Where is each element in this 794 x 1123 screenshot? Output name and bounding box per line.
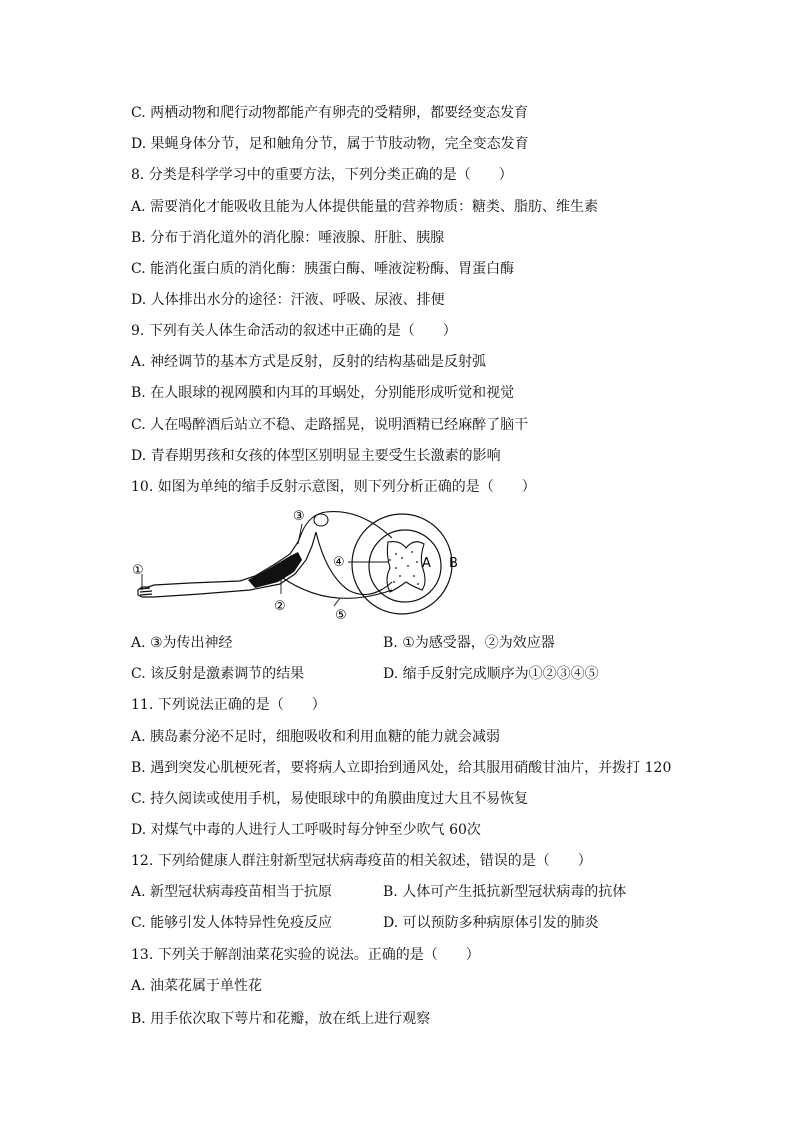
q7-option-c: C. 两栖动物和爬行动物都能产有卵壳的受精卵，都要经变态发育	[131, 105, 529, 121]
q10-option-b: B. ①为感受器，②为效应器	[383, 635, 555, 651]
q8-stem: 8. 分类是科学学习中的重要方法，下列分类正确的是（ ）	[131, 167, 513, 183]
q12-stem: 12. 下列给健康人群注射新型冠状病毒疫苗的相关叙述，错误的是（ ）	[131, 853, 592, 869]
q9-option-b: B. 在人眼球的视网膜和内耳的耳蜗处，分别能形成听觉和视觉	[131, 385, 515, 401]
gray-matter	[387, 542, 425, 592]
q9-stem: 9. 下列有关人体生命活动的叙述中正确的是（ ）	[131, 323, 457, 339]
q11-stem: 11. 下列说法正确的是（ ）	[131, 697, 326, 713]
q11-option-a: A. 胰岛素分泌不足时，细胞吸收和利用血糖的能力就会减弱	[131, 729, 501, 745]
label-B: B	[449, 556, 458, 571]
label-1: ①	[132, 563, 144, 578]
q9-option-d: D. 青春期男孩和女孩的体型区别明显主要受生长激素的影响	[131, 448, 501, 464]
q8-option-b: B. 分布于消化道外的消化腺：唾液腺、肝脏、胰腺	[131, 230, 445, 246]
q12-option-d: D. 可以预防多种病原体引发的肺炎	[383, 915, 599, 931]
q12-option-b: B. 人体可产生抵抗新型冠状病毒的抗体	[383, 884, 627, 900]
ganglion	[314, 514, 328, 526]
q7-option-d: D. 果蝇身体分节，足和触角分节，属于节肢动物，完全变态发育	[131, 136, 529, 152]
q13-option-a: A. 油菜花属于单性花	[131, 978, 263, 994]
label-2: ②	[274, 599, 286, 614]
reflex-arc-diagram	[130, 502, 470, 630]
label-3: ③	[293, 509, 305, 524]
q12-option-a: A. 新型冠状病毒疫苗相当于抗原	[131, 884, 333, 900]
label-5: ⑤	[335, 608, 347, 623]
muscle	[248, 552, 302, 588]
q11-option-b: B. 遇到突发心肌梗死者，要将病人立即抬到通风处，给其服用硝酸甘油片，并拨打 120	[131, 760, 672, 776]
q8-option-c: C. 能消化蛋白质的消化酶：胰蛋白酶、唾液淀粉酶、胃蛋白酶	[131, 261, 515, 277]
q11-option-c: C. 持久阅读或使用手机，易使眼球中的角膜曲度过大且不易恢复	[131, 791, 529, 807]
q10-option-c: C. 该反射是激素调节的结果	[131, 666, 305, 682]
q13-option-b: B. 用手依次取下萼片和花瓣，放在纸上进行观察	[131, 1011, 431, 1027]
q12-option-c: C. 能够引发人体特异性免疫反应	[131, 915, 333, 931]
q11-option-d: D. 对煤气中毒的人进行人工呼吸时每分钟至少吹气 60次	[131, 822, 481, 838]
q9-option-c: C. 人在喝醉酒后站立不稳、走路摇晃，说明酒精已经麻醉了脑干	[131, 417, 529, 433]
q10-stem: 10. 如图为单纯的缩手反射示意图，则下列分析正确的是（ ）	[131, 479, 536, 495]
label-4: ④	[333, 555, 345, 570]
q8-option-a: A. 需要消化才能吸收且能为人体提供能量的营养物质：糖类、脂肪、维生素	[131, 199, 599, 215]
q13-stem: 13. 下列关于解剖油菜花实验的说法。正确的是（ ）	[131, 947, 480, 963]
q10-option-a: A. ③为传出神经	[131, 635, 233, 651]
q9-option-a: A. 神经调节的基本方式是反射，反射的结构基础是反射弧	[131, 354, 487, 370]
label-pointers	[142, 524, 388, 606]
label-A: A	[422, 556, 431, 571]
q10-option-d: D. 缩手反射完成顺序为①②③④⑤	[383, 666, 599, 682]
q8-option-d: D. 人体排出水分的途径：汗液、呼吸、尿液、排便	[131, 292, 445, 308]
